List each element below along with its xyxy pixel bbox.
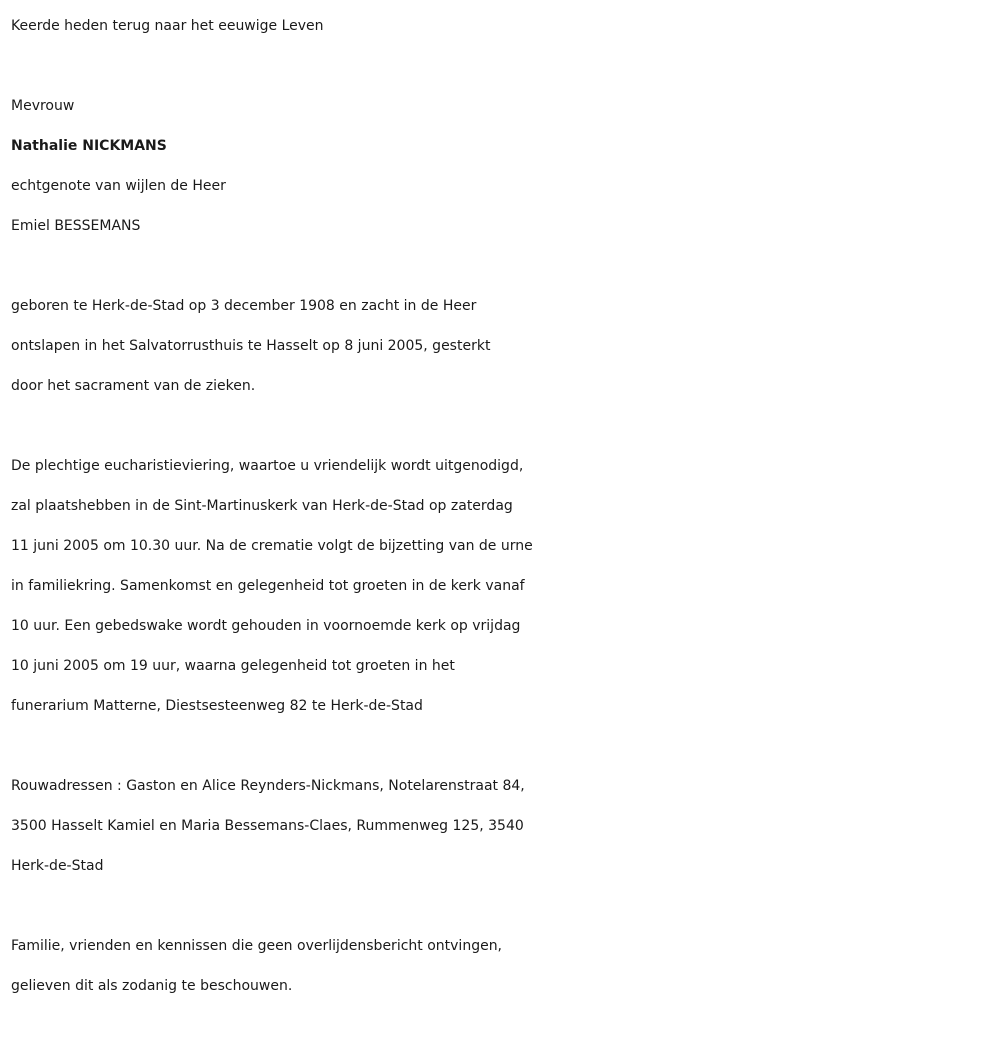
spacer <box>11 46 1000 86</box>
addresses-paragraph <box>11 766 1000 886</box>
paragraph-line: in familiekring. Samenkomst en gelegenheid tot groeten in de kerk vanaf <box>11 578 525 594</box>
paragraph-line: zal plaatshebben in de Sint-Martinuskerk van Herk-de-Stad op zaterdag <box>11 498 513 514</box>
closing-paragraph <box>11 926 1000 1006</box>
paragraph-line: gelieven dit als zodanig te beschouwen. <box>11 978 293 994</box>
relation-text: echtgenote van wijlen de Heer <box>11 178 226 194</box>
deceased-name: Nathalie NICKMANS <box>11 138 167 154</box>
paragraph-line: door het sacrament van de zieken. <box>11 378 256 394</box>
paragraph-line: Rouwadressen : Gaston en Alice Reynders-Nickmans, Notelarenstraat 84, <box>11 778 525 794</box>
paragraph-line: 3500 Hasselt Kamiel en Maria Bessemans-Claes, Rummenweg 125, 3540 <box>11 818 524 834</box>
spacer <box>11 886 1000 926</box>
paragraph-line: 11 juni 2005 om 10.30 uur. Na de crematie volgt de bijzetting van de urne <box>11 538 533 554</box>
paragraph-line: Herk-de-Stad <box>11 858 104 874</box>
paragraph-line: 10 uur. Een gebedswake wordt gehouden in voornoemde kerk op vrijdag <box>11 618 521 634</box>
paragraph-line: 10 juni 2005 om 19 uur, waarna gelegenheid tot groeten in het <box>11 658 455 674</box>
ceremony-paragraph <box>11 446 1000 726</box>
spacer <box>11 246 1000 286</box>
intro-text: Keerde heden terug naar het eeuwige Leven <box>11 18 324 34</box>
spouse-name: Emiel BESSEMANS <box>11 218 141 234</box>
spacer <box>11 406 1000 446</box>
paragraph-line: funerarium Matterne, Diestsesteenweg 82 te Herk-de-Stad <box>11 698 423 714</box>
paragraph-line: geboren te Herk-de-Stad op 3 december 1908 en zacht in de Heer <box>11 298 477 314</box>
birth-death-paragraph <box>11 286 1000 406</box>
paragraph-line: De plechtige eucharistieviering, waartoe u vriendelijk wordt uitgenodigd, <box>11 458 524 474</box>
spacer <box>11 726 1000 766</box>
salutation: Mevrouw <box>11 98 75 114</box>
paragraph-line: ontslapen in het Salvatorrusthuis te Hasselt op 8 juni 2005, gesterkt <box>11 338 491 354</box>
paragraph-line: Familie, vrienden en kennissen die geen overlijdensbericht ontvingen, <box>11 938 503 954</box>
